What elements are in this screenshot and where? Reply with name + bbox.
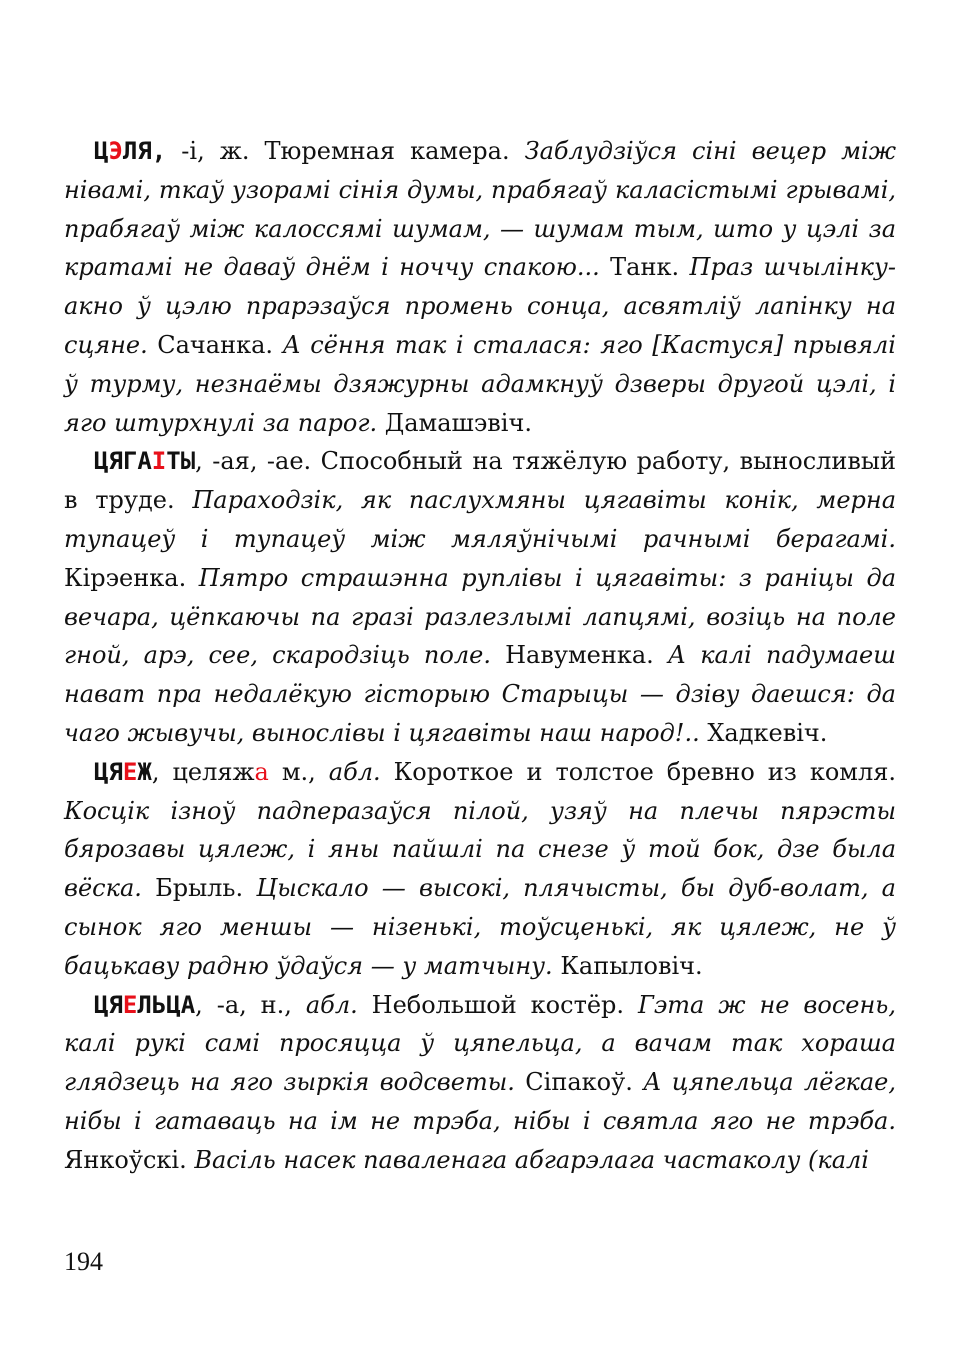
stressed-letter: Е [122,757,138,786]
definition-text: м., [268,757,329,786]
definition-text: Сачанка. [147,330,283,359]
definition-text: Танк. [599,253,690,282]
definition-text: Брыль. [141,874,257,903]
example-quote: Праз шчылінку-акно ў цэлю прарэзаўся промень сонца, асвятліў лапінку на сцяне. [64,253,896,359]
headword: ЦЯЕЖ [94,757,152,786]
definition-text: Хадкевіч. [699,718,828,747]
example-quote: Гэта ж не восень, калі рукі самі просяцца ў цяпельца, а вачам так хораша глядзець на яго зыркія водсветы. [64,990,896,1097]
dictionary-entry [64,132,896,442]
example-quote: абл. [328,757,381,786]
example-quote: Косцік ізноў падпеpазаўся пілой, узяў на плечы пярэсты бярозавы цялеж, і яны пайшлі па снезе ў той бок, дзе была вёска. [64,796,896,903]
dictionary-entry [64,442,896,752]
dictionary-entry [64,753,896,986]
stressed-letter: Э [108,137,123,165]
headword: ЦЭЛЯ, [94,137,167,165]
definition-text: Кірэенка. [64,563,199,592]
example-quote: А сёння так і сталася: яго [Кастуся] прывялі ў турму, незнаёмы дзяжурны адамкнуў дзверы другой цэлі, і яго штурхнулі за парог. [64,330,896,437]
example-quote: Цыскало — высокі, плячысты, бы дуб-волат, а сынок яго меншы — нізенькі, тоўсценькі, як цялеж, не ў бацькаву радню ўдаўся — у матчыну. [64,874,896,980]
example-quote: А калі падумаеш нават пра недалёкую гісторыю Старыцы — дзіву даешся: да чаго жывучы, вынослівы і цягавіты наш народ!.. [64,641,896,747]
definition-text: , -ая, -ае. Способный на тяжёлую работу, выносливый в труде. [64,447,896,515]
definition-text: -і, ж. Тюремная камера. [166,137,525,165]
definition-text: Небольшой костёр. [357,990,638,1019]
dictionary-entry [64,986,896,1180]
example-quote: Заблудзіўся сіні вецер між нівамі, ткаў узорамі сінія думы, прабягаў каласістымі грывамі, прабягаў між калоссямі шумам, — шумам тым, што у цэлі за кратамі не даваў днём і ноччу спакою... [64,137,897,282]
page-number: 194 [64,1247,103,1276]
definition-text: Янкоўскі. [64,1145,195,1174]
definition-text: Капыловіч. [552,951,703,980]
definition-text: Навуменка. [490,641,668,670]
example-quote: Пятро страшэнна руплівы і цягавіты: з раніцы да вечара, цёпкаючы па гразі разлезлымі лапцямі, возіць на поле гной, арэ, сее, скародзіць поле. [64,563,896,670]
stressed-letter: І [151,447,167,476]
definition-text: Сіпакоў. [514,1068,644,1097]
headword: ЦЯЕЛЬЦА [94,990,196,1019]
definition-text: Дамашэвіч. [377,408,532,437]
dictionary-text [64,132,896,1180]
stressed-letter: Е [122,990,138,1019]
example-quote: абл. [305,990,358,1019]
stressed-letter: а [254,757,269,786]
definition-text: Короткое и толстое бревно из комля. [380,757,896,786]
definition-text: , целяж [151,757,255,786]
example-quote: Васіль насек паваленага абгарэлага частаколу (калі [194,1145,869,1174]
example-quote: Параходзік, як паслухмяны цягавіты конік, мерна тупацеў і тупацеў між мяляўнічымі рачнымі берагамі. [64,486,897,553]
definition-text: , -а, н., [195,990,306,1019]
example-quote: А цяпельца лёгкае, нібы і гатаваць на ім не трэба, нібы і святла яго не трэба. [64,1068,896,1135]
headword: ЦЯГАІТЫ [94,447,196,476]
